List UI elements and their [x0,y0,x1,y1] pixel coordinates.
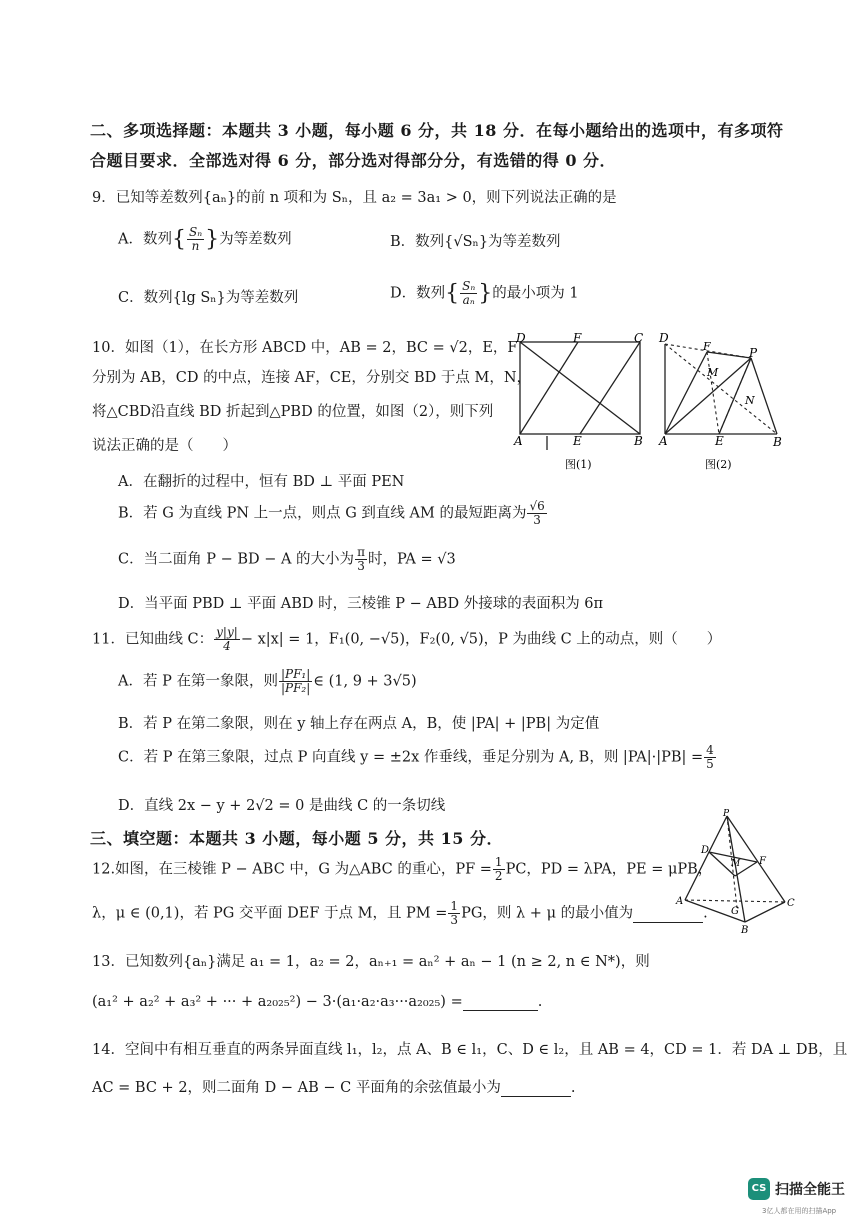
camscanner-logo-icon: CS [748,1178,770,1200]
fig3-label-b: B [741,925,749,936]
q12-answer-blank [633,906,703,923]
fig3-label-a: A [676,896,684,907]
section3-title: 三、填空题：本题共 3 小题，每小题 5 分，共 15 分． [90,829,503,848]
q13-answer-blank [463,994,538,1011]
q9-option-c: C．数列{lg Sₙ}为等差数列 [118,290,299,306]
fig1-label-d: D [516,331,526,345]
fig1-label-c: C [634,331,644,345]
q10-figure-2 [655,330,790,475]
q10-line4: 说法正确的是（ ） [92,438,237,454]
fig2-label-a: A [659,434,668,448]
watermark-title: 扫描全能王 [775,1182,845,1198]
fig3-label-m: M [731,859,741,869]
fig1-label-e: E [573,434,582,448]
q11-option-c: C．若 P 在第三象限，过点 P 向直线 y = ±2x 作垂线，垂足分别为 A, B，则 |PA|·|PB| = $\frac{4}{5}$ [118,743,714,771]
fig1-label-a: A [514,434,523,448]
watermark-subtitle: 3亿人都在用的扫描App [762,1207,837,1215]
q12-line1: 12.如图，在三棱锥 P − ABC 中，G 为△ABC 的重心，PF = $\frac{1}{2}$ PC，PD = λPA，PE = μPB， [92,855,713,883]
q12-line2: λ，μ ∈ (0,1)，若 PG 交平面 DEF 于点 M，且 PM = $\frac{1}{3}$ PG，则 λ + μ 的最小值为 . [92,899,708,927]
fig1-label-b: B [634,434,643,448]
q10-option-d: D．当平面 PBD ⊥ 平面 ABD 时，三棱锥 P − ABD 外接球的表面积为 6π [118,596,604,612]
section2-title-line1: 二、多项选择题：本题共 3 小题，每小题 6 分，共 18 分．在每小题给出的选项中，有多项符 [90,121,784,140]
q10-option-b: B．若 G 为直线 PN 上一点，则点 G 到直线 AM 的最短距离为 $\frac{√6}{3}$ [118,499,545,527]
fig2-label-p: P [749,346,758,360]
fig2-label-n: N [745,394,755,407]
q10-option-c: C．当二面角 P − BD − A 的大小为 $\frac{\pi}{3}$ 时，PA = √3 [118,545,456,573]
q11-option-b: B．若 P 在第二象限，则在 y 轴上存在两点 A，B，使 |PA| + |PB| 为定值 [118,716,600,732]
q9-option-d: D．数列{ $\frac{\text{Sₙ}}{\text{aₙ}}$ }的最小项为 1 [390,279,579,307]
q11-option-a: A．若 P 在第一象限，则 $\frac{\text{|PF₁|}}{\text{|PF₂|}}$ ∈ (1, 9 + 3√5) [118,667,417,695]
q11-stem: 11．已知曲线 C： $\frac{y|y|}{4}$ − x|x| = 1，F₁(0, −√5)，F₂(0, √5)，P 为曲线 C 上的动点，则（ ） [92,625,722,653]
q11-option-d: D．直线 2x − y + 2√2 = 0 是曲线 C 的一条切线 [118,798,446,814]
fig3-label-p: P [723,809,730,819]
q10-option-a: A．在翻折的过程中，恒有 BD ⊥ 平面 PEN [118,474,405,490]
fig2-label-m: M [707,366,719,379]
q13-line2: (a₁² + a₂² + a₃² + ··· + a₂₀₂₅²) − 3·(a₁·a₂·a₃···a₂₀₂₅) = . [92,994,543,1010]
q14-line1: 14．空间中有相互垂直的两条异面直线 l₁，l₂，点 A、B ∈ l₁，C、D ∈ l₂，且 AB = 4，CD = 1．若 DA ⊥ DB，且 [92,1042,848,1058]
fig2-label-b: B [773,435,782,449]
q9-stem: 9．已知等差数列{aₙ}的前 n 项和为 Sₙ，且 a₂ = 3a₁ > 0，则下列说法正确的是 [92,190,617,206]
fig3-label-c: C [787,898,795,909]
q14-answer-blank [501,1080,571,1097]
q13-line1: 13．已知数列{aₙ}满足 a₁ = 1，a₂ = 2，aₙ₊₁ = aₙ² + aₙ − 1 (n ≥ 2, n ∈ N*)，则 [92,954,650,970]
q10-line1: 10．如图（1），在长方形 ABCD 中，AB = 2，BC = √2，E，F [92,340,518,356]
q10-line3: 将△CBD沿直线 BD 折起到△PBD 的位置，如图（2），则下列 [92,404,494,420]
q9-option-a: A．数列{ $\frac{\text{Sₙ}}{n}$ }为等差数列 [118,225,292,253]
fig2-caption: 图(2) [705,458,732,471]
fig3-label-d: D [701,845,710,856]
fig2-label-d: D [659,331,669,345]
q10-line2: 分别为 AB，CD 的中点，连接 AF，CE，分别交 BD 于点 M，N， [92,370,532,386]
section2-title-line2: 合题目要求．全部选对得 6 分，部分选对得部分分，有选错的得 0 分． [90,151,617,170]
fig3-label-f: F [759,856,766,867]
fig1-caption: 图(1) [565,458,592,471]
q14-line2: AC = BC + 2，则二面角 D − AB − C 平面角的余弦值最小为 . [92,1080,576,1096]
fig2-label-f: F [703,340,711,353]
fig1-label-f: F [573,331,582,345]
fig3-label-g: G [731,906,739,917]
q10-figure-1 [510,330,650,475]
fig2-label-e: E [715,434,724,448]
q9-option-b: B．数列{√Sₙ}为等差数列 [390,234,561,250]
